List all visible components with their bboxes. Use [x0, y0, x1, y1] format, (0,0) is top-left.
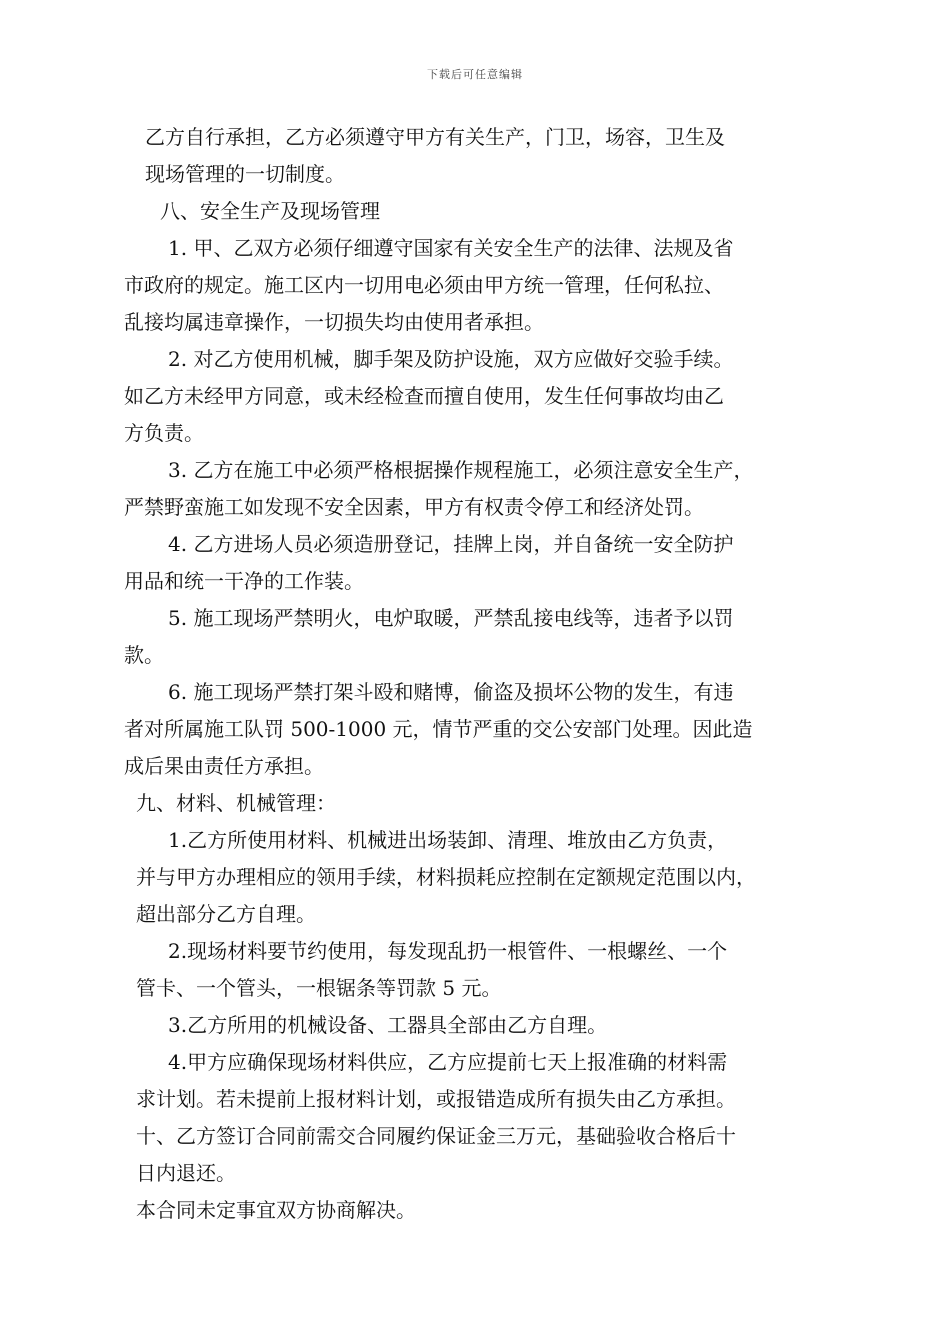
page-header: 下载后可任意编辑 [427, 68, 523, 81]
text-line: 者对所属施工队罚 500-1000 元，情节严重的交公安部门处理。因此造 [124, 717, 753, 741]
text-line: 本合同未定事宜双方协商解决。 [136, 1198, 416, 1222]
text-line: 4. 乙方进场人员必须造册登记，挂牌上岗，并自备统一安全防护 [168, 532, 734, 556]
text-line: 5. 施工现场严禁明火，电炉取暖，严禁乱接电线等，违者予以罚 [168, 606, 734, 630]
text-line: 1.乙方所使用材料、机械进出场装卸、清理、堆放由乙方负责， [168, 828, 728, 852]
text-line: 日内退还。 [136, 1161, 236, 1185]
text-line: 用品和统一干净的工作装。 [124, 569, 364, 593]
section-heading: 九、材料、机械管理： [136, 791, 336, 815]
text-line: 2. 对乙方使用机械，脚手架及防护设施，双方应做好交验手续。 [168, 347, 734, 371]
text-line: 严禁野蛮施工如发现不安全因素，甲方有权责令停工和经济处罚。 [124, 495, 704, 519]
text-line: 现场管理的一切制度。 [145, 162, 345, 186]
text-line: 市政府的规定。施工区内一切用电必须由甲方统一管理，任何私拉、 [124, 273, 724, 297]
text-line: 4.甲方应确保现场材料供应，乙方应提前七天上报准确的材料需 [168, 1050, 728, 1074]
text-line: 如乙方未经甲方同意，或未经检查而擅自使用，发生任何事故均由乙 [124, 384, 724, 408]
text-line: 6. 施工现场严禁打架斗殴和赌博，偷盗及损坏公物的发生，有违 [168, 680, 734, 704]
text-line: 款。 [124, 643, 164, 667]
text-line: 超出部分乙方自理。 [136, 902, 316, 926]
text-line: 成后果由责任方承担。 [124, 754, 324, 778]
section-heading: 十、乙方签订合同前需交合同履约保证金三万元，基础验收合格后十 [136, 1124, 736, 1148]
text-line: 管卡、一个管头，一根锯条等罚款 5 元。 [136, 976, 502, 1000]
text-line: 2.现场材料要节约使用，每发现乱扔一根管件、一根螺丝、一个 [168, 939, 728, 963]
text-line: 方负责。 [124, 421, 204, 445]
text-line: 3. 乙方在施工中必须严格根据操作规程施工，必须注意安全生产， [168, 458, 754, 482]
text-line: 3.乙方所用的机械设备、工器具全部由乙方自理。 [168, 1013, 608, 1037]
text-line: 并与甲方办理相应的领用手续，材料损耗应控制在定额规定范围以内， [136, 865, 756, 889]
section-heading: 八、安全生产及现场管理 [160, 199, 380, 223]
text-line: 乙方自行承担，乙方必须遵守甲方有关生产，门卫，场容，卫生及 [145, 125, 725, 149]
text-line: 求计划。若未提前上报材料计划，或报错造成所有损失由乙方承担。 [136, 1087, 736, 1111]
text-line: 乱接均属违章操作，一切损失均由使用者承担。 [124, 310, 544, 334]
text-line: 1. 甲、乙双方必须仔细遵守国家有关安全生产的法律、法规及省 [168, 236, 734, 260]
